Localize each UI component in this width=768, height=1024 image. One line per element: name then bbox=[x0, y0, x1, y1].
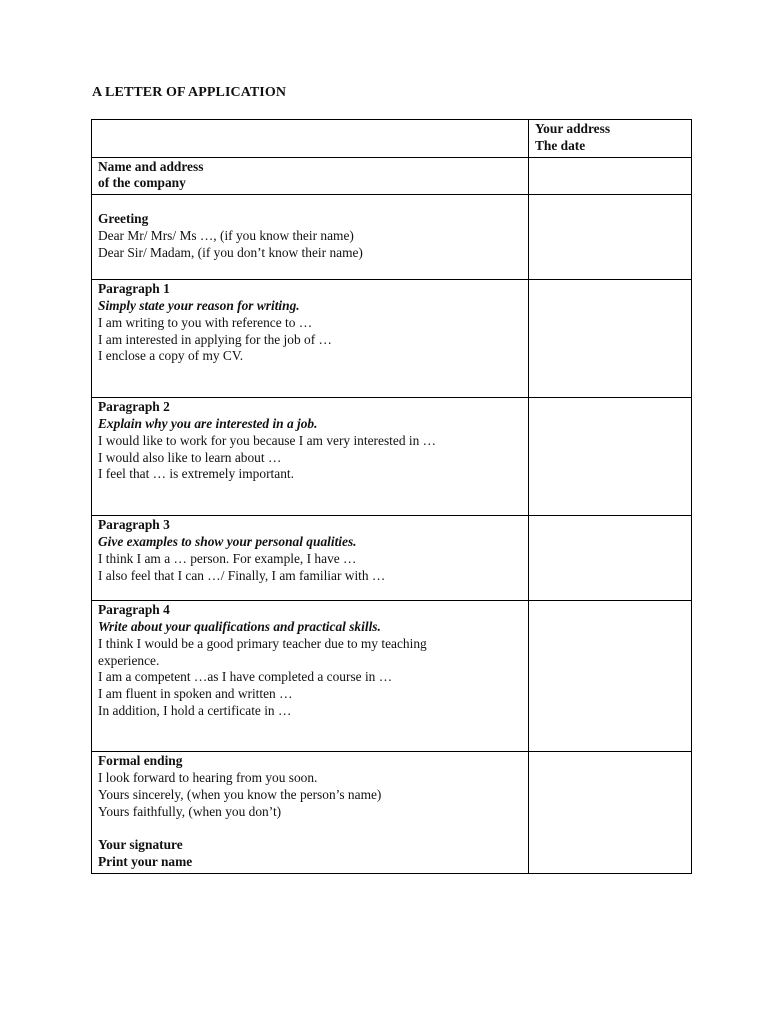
paragraph2-line: I feel that … is extremely important. bbox=[98, 466, 294, 482]
greeting-cell bbox=[92, 195, 529, 280]
your-address-label: Your address bbox=[535, 121, 611, 136]
paragraph3-right-cell bbox=[529, 516, 692, 601]
paragraph1-right-cell bbox=[529, 280, 692, 398]
paragraph2-right-cell bbox=[529, 398, 692, 516]
paragraph2-line: I would like to work for you because I am very interested in … bbox=[98, 432, 437, 448]
company-label-line-2: of the company bbox=[98, 175, 186, 191]
print-name-label: Print your name bbox=[98, 853, 193, 869]
paragraph3-heading: Paragraph 3 bbox=[98, 517, 170, 533]
greeting-line: Dear Mr/ Mrs/ Ms …, (if you know their name) bbox=[98, 227, 354, 243]
paragraph1-line: I enclose a copy of my CV. bbox=[98, 348, 244, 364]
paragraph4-instruction: Write about your qualifications and practical skills. bbox=[98, 618, 381, 634]
company-label-line-1: Name and address bbox=[98, 158, 204, 174]
greeting-heading: Greeting bbox=[98, 211, 149, 227]
paragraph3-line: I think I am a … person. For example, I have … bbox=[98, 550, 357, 566]
paragraph4-line: In addition, I hold a certificate in … bbox=[98, 702, 292, 718]
paragraph4-cell bbox=[92, 601, 529, 752]
company-cell bbox=[92, 157, 529, 195]
paragraph1-line: I am writing to you with reference to … bbox=[98, 314, 313, 330]
paragraph2-line: I would also like to learn about … bbox=[98, 449, 282, 465]
ending-right-cell bbox=[529, 752, 692, 874]
ending-row bbox=[92, 752, 692, 874]
paragraph2-row bbox=[92, 398, 692, 516]
date-label: The date bbox=[535, 137, 586, 153]
header-left-cell bbox=[92, 120, 529, 158]
paragraph2-cell bbox=[92, 398, 529, 516]
paragraph2-heading: Paragraph 2 bbox=[98, 399, 170, 415]
header-row bbox=[92, 120, 692, 158]
paragraph4-line: I am a competent …as I have completed a course in … bbox=[98, 669, 393, 685]
paragraph4-line: I am fluent in spoken and written … bbox=[98, 686, 293, 702]
paragraph3-line: I also feel that I can …/ Finally, I am familiar with … bbox=[98, 567, 386, 583]
paragraph1-cell bbox=[92, 280, 529, 398]
paragraph4-row bbox=[92, 601, 692, 752]
company-right-cell bbox=[529, 157, 692, 195]
greeting-line: Dear Sir/ Madam, (if you don’t know their name) bbox=[98, 244, 363, 260]
company-row bbox=[92, 157, 692, 195]
paragraph1-instruction: Simply state your reason for writing. bbox=[98, 297, 300, 313]
paragraph1-row bbox=[92, 280, 692, 398]
paragraph4-line: I think I would be a good primary teacher due to my teaching bbox=[98, 635, 427, 651]
ending-line: Yours faithfully, (when you don’t) bbox=[98, 803, 282, 819]
paragraph1-line: I am interested in applying for the job of … bbox=[98, 331, 332, 347]
ending-heading: Formal ending bbox=[98, 753, 183, 769]
paragraph2-instruction: Explain why you are interested in a job. bbox=[98, 415, 318, 431]
signature-label: Your signature bbox=[98, 837, 183, 853]
paragraph4-right-cell bbox=[529, 601, 692, 752]
ending-line: I look forward to hearing from you soon. bbox=[98, 769, 318, 785]
page-title: A LETTER OF APPLICATION bbox=[92, 85, 287, 100]
greeting-right-cell bbox=[529, 195, 692, 280]
greeting-row bbox=[92, 195, 692, 280]
paragraph1-heading: Paragraph 1 bbox=[98, 281, 170, 297]
paragraph4-heading: Paragraph 4 bbox=[98, 602, 170, 618]
ending-cell bbox=[92, 752, 529, 874]
letter-template-table bbox=[91, 119, 692, 874]
ending-line: Yours sincerely, (when you know the person’s name) bbox=[98, 786, 382, 802]
paragraph3-instruction: Give examples to show your personal qualities. bbox=[98, 533, 357, 549]
paragraph3-cell bbox=[92, 516, 529, 601]
address-date-cell bbox=[529, 120, 692, 158]
paragraph3-row bbox=[92, 516, 692, 601]
paragraph4-line: experience. bbox=[98, 652, 160, 668]
